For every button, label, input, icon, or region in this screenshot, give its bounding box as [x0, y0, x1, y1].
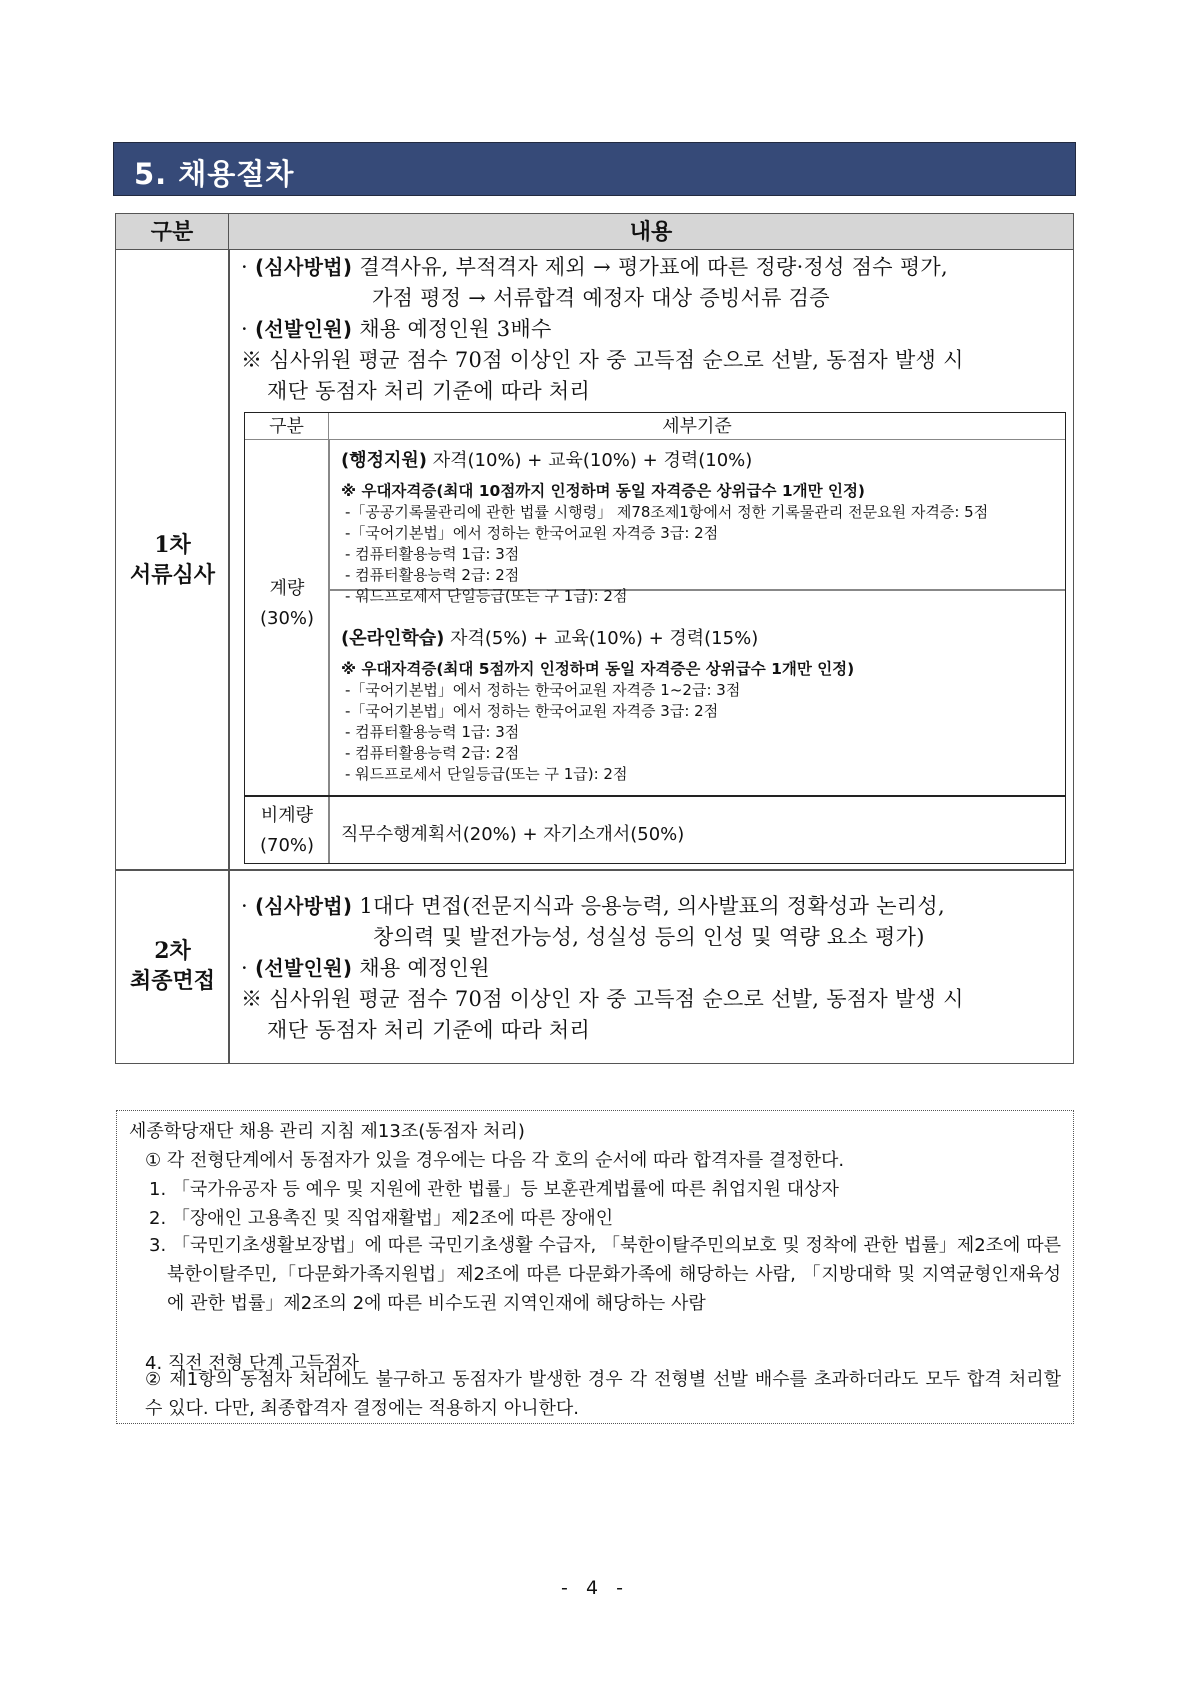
header-content: 내용 — [629, 219, 673, 245]
stage2-method: · (심사방법) 1대다 면접(전문지식과 응용능력, 의사발표의 정확성과 논리성, — [241, 894, 945, 918]
admin-title: (행정지원) — [341, 450, 428, 471]
row-divider — [116, 869, 1073, 871]
online-title: (온라인학습) — [341, 628, 445, 649]
list-item: - 워드프로세서 단일등급(또는 구 1급): 2점 — [345, 587, 628, 605]
section-header — [113, 142, 1076, 196]
recruitment-procedure-table — [115, 213, 1074, 1064]
method-text-2: 창의력 및 발전가능성, 성실성 등의 인성 및 역량 요소 평가) — [373, 925, 925, 949]
stage1-label — [116, 530, 229, 590]
selection-label: (선발인원) — [254, 317, 353, 341]
criteria-header-detail: 세부기준 — [662, 416, 732, 437]
table-header-row — [116, 214, 1073, 250]
regulation-para1: ① 각 전형단계에서 동점자가 있을 경우에는 다음 각 호의 순서에 따라 합격자를 결정한다. — [145, 1150, 845, 1171]
header-category: 구분 — [116, 214, 229, 250]
online-formula-text: 자격(5%) + 교육(10%) + 경력(15%) — [444, 628, 759, 649]
online-formula — [341, 626, 854, 652]
method-text-2: 가점 평정 → 서류합격 예정자 대상 증빙서류 검증 — [372, 286, 830, 310]
regulation-item2: 2. 「장애인 고용촉진 및 직업재활법」제2조에 따른 장애인 — [149, 1208, 614, 1229]
stage2-label-line2: 최종면접 — [129, 968, 215, 994]
admin-formula — [341, 448, 988, 474]
non-quantitative-label-2: (70%) — [259, 835, 315, 856]
list-item: - 컴퓨터활용능력 1급: 3점 — [345, 545, 520, 563]
selection-text: 채용 예정인원 3배수 — [359, 317, 552, 341]
stage2-note-1: ※ 심사위원 평균 점수 70점 이상인 자 중 고득점 순으로 선발, 동점자 발생 시 — [241, 987, 964, 1011]
admin-preferred-note: ※ 우대자격증(최대 10점까지 인정하며 동일 자격증은 상위급수 1개만 인정) — [341, 482, 866, 500]
admin-formula-text: 자격(10%) + 교육(10%) + 경력(10%) — [427, 450, 753, 471]
method-text-1: 1대다 면접(전문지식과 응용능력, 의사발표의 정확성과 논리성, — [359, 894, 945, 918]
non-quantitative-label-1: 비계량 — [260, 805, 314, 826]
regulation-item3 — [149, 1231, 1061, 1318]
stage1-label-line2: 서류심사 — [129, 562, 215, 588]
stage1-note-2: 재단 동점자 처리 기준에 따라 처리 — [267, 379, 591, 403]
selection-text: 채용 예정인원 — [359, 956, 490, 980]
criteria-column-divider — [328, 440, 330, 863]
stage2-label — [116, 936, 229, 996]
selection-label: (선발인원) — [254, 956, 353, 980]
stage2-selection: · (선발인원) 채용 예정인원 — [241, 956, 490, 980]
method-text-1: 결격사유, 부적격자 제외 → 평가표에 따른 정량·정성 점수 평가, — [359, 255, 948, 279]
list-item: - 워드프로세서 단일등급(또는 구 1급): 2점 — [345, 765, 628, 783]
non-quantitative-label — [245, 801, 329, 861]
stage2-note-2: 재단 동점자 처리 기준에 따라 처리 — [267, 1018, 591, 1042]
stage1-label-line1: 1차 — [154, 532, 191, 558]
quantitative-label-2: (30%) — [259, 608, 315, 629]
stage2-label-line1: 2차 — [154, 938, 191, 964]
regulation-box — [116, 1110, 1074, 1424]
online-criteria — [341, 626, 854, 785]
criteria-table — [244, 412, 1066, 864]
regulation-item1: 1. 「국가유공자 등 예우 및 지원에 관한 법률」등 보훈관계법률에 따른 취업지원 대상자 — [149, 1179, 839, 1200]
quantitative-label — [245, 574, 329, 634]
stage1-content — [241, 252, 964, 407]
online-preferred-note: ※ 우대자격증(최대 5점까지 인정하며 동일 자격증은 상위급수 1개만 인정) — [341, 660, 855, 678]
stage1-selection: · (선발인원) 채용 예정인원 3배수 — [241, 317, 552, 341]
criteria-row-divider — [245, 795, 1065, 797]
page-number: - 4 - — [561, 1577, 629, 1599]
list-item: -「국어기본법」에서 정하는 한국어교원 자격증 3급: 2점 — [345, 702, 719, 720]
stage2-content — [241, 891, 964, 1046]
method-label: (심사방법) — [254, 894, 353, 918]
list-item: -「국어기본법」에서 정하는 한국어교원 자격증 1~2급: 3점 — [345, 681, 741, 699]
non-quantitative-text: 직무수행계획서(20%) + 자기소개서(50%) — [341, 824, 685, 845]
method-label: (심사방법) — [254, 255, 353, 279]
regulation-item3-text: 3. 「국민기초생활보장법」에 따른 국민기초생활 수급자, 「북한이탈주민의보호 및 정착에 관한 법률」제2조에 따른 북한이탈주민,「다문화가족지원법」제2조에 따른 다문화가족에 해당하는 사람, 「지방대학 및 지역균형인재육성에 관한 법률」제2조의 2에 따른 비수도권 지역인재에 해당하는 사람 — [149, 1235, 1061, 1314]
regulation-item4: 4. 직전 전형 단계 고득점자 — [145, 1353, 359, 1374]
list-item: -「국어기본법」에서 정하는 한국어교원 자격증 3급: 2점 — [345, 524, 719, 542]
criteria-header-row — [245, 413, 1065, 440]
stage1-note-1: ※ 심사위원 평균 점수 70점 이상인 자 중 고득점 순으로 선발, 동점자 발생 시 — [241, 348, 964, 372]
list-item: - 컴퓨터활용능력 2급: 2점 — [345, 744, 520, 762]
list-item: - 컴퓨터활용능력 1급: 3점 — [345, 723, 520, 741]
stage1-method: · (심사방법) 결격사유, 부적격자 제외 → 평가표에 따른 정량·정성 점수 평가, — [241, 255, 948, 279]
list-item: -「공공기록물관리에 관한 법률 시행령」 제78조제1항에서 정한 기록물관리 전문요원 자격증: 5점 — [345, 503, 989, 521]
list-item: - 컴퓨터활용능력 2급: 2점 — [345, 566, 520, 584]
admin-criteria — [341, 448, 988, 607]
section-title: 5. 채용절차 — [134, 157, 295, 191]
regulation-title: 세종학당재단 채용 관리 지침 제13조(동점자 처리) — [129, 1121, 525, 1142]
quantitative-label-1: 계량 — [269, 578, 305, 599]
regulation-para2: ② 제1항의 동점자 처리에도 불구하고 동점자가 발생한 경우 각 전형별 선발 배수를 초과하더라도 모두 합격 처리할 수 있다. 다만, 최종합격자 결정에는 적용하지 아니한다. — [145, 1369, 1061, 1419]
criteria-header-category: 구분 — [245, 413, 329, 440]
